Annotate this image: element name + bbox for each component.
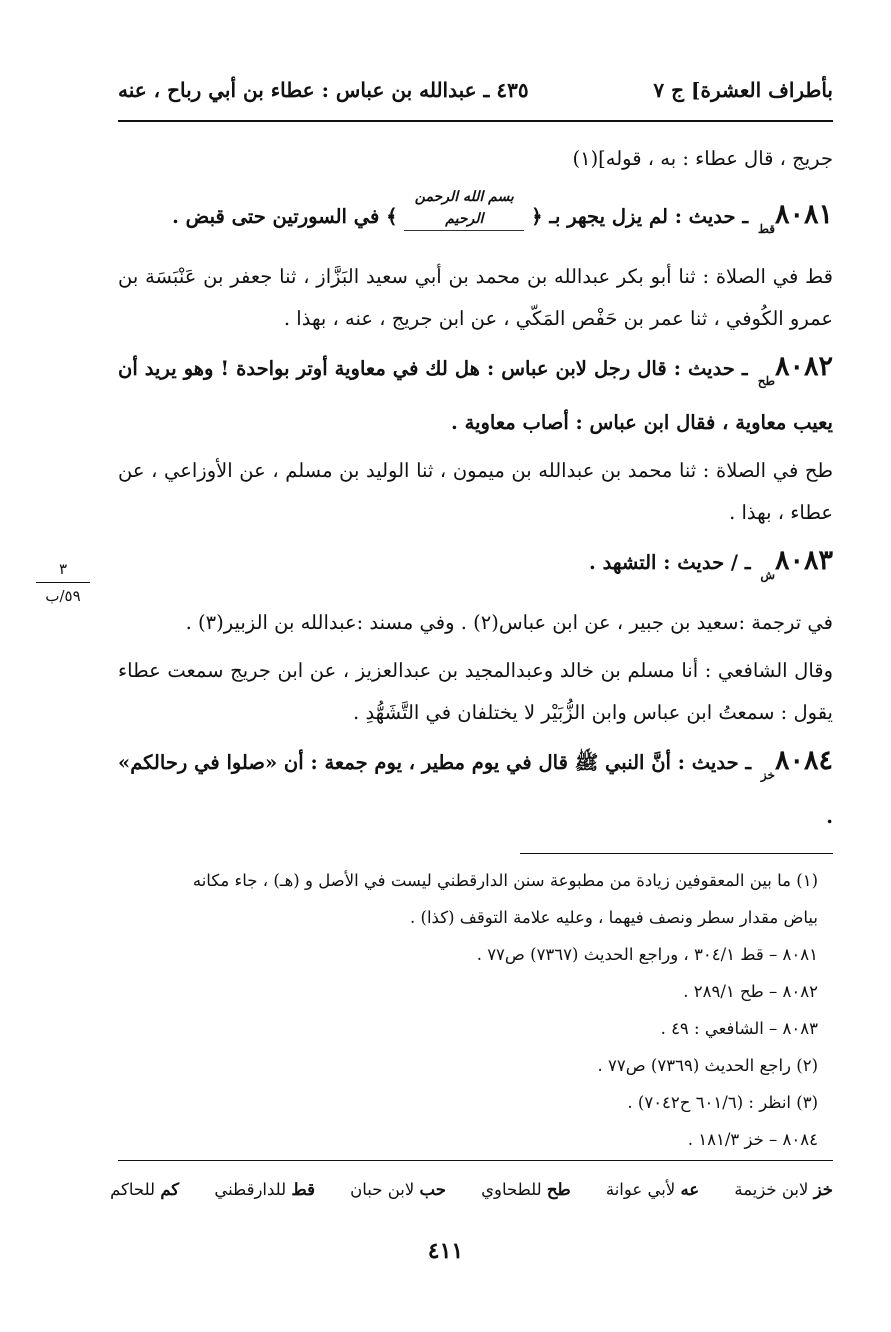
folio-bottom: ٥٩/ب: [45, 587, 81, 605]
footnote-line: ٨٠٨٣ – الشافعي : ٤٩ .: [660, 1019, 818, 1038]
header-chapter: ٤٣٥ ـ عبدالله بن عباس : عطاء بن أبي رباح ، عنه: [118, 78, 529, 102]
folio-top: ٣: [58, 560, 68, 578]
header-rule: [118, 120, 833, 122]
footnote-line: (١) ما بين المعقوفين زيادة من مطبوعة سنن الدارقطني ليست في الأصل و (هـ) ، جاء مكانه: [192, 871, 818, 890]
abbr-item: طح للطحاوي: [481, 1180, 571, 1199]
abbreviation-rule: [118, 1160, 833, 1161]
source-code: قط: [757, 222, 775, 236]
isnad-8083-b: وقال الشافعي : أنا مسلم بن خالد وعبدالمجيد بن عبدالعزيز ، عن ابن جريج سمعت عطاء يقول : سمعتُ ابن عباس وابن الزُّبَيْر لا يختلفان في التَّشَهُّدِ .: [118, 659, 833, 724]
hadith-text: ﴾ في السورتين حتى قبض .: [172, 205, 398, 228]
footnote-line: ٨٠٨١ – قط ٣٠٤/١ ، وراجع الحديث (٧٣٦٧) ص٧٧ .: [476, 945, 818, 964]
hadith-text: قال رجل لابن عباس : هل لك في معاوية أوتر بواحدة ! وهو يريد أن يعيب معاوية ، فقال ابن عباس : أصاب معاوية .: [118, 357, 833, 434]
hadith-number: ٨٠٨٤: [774, 745, 833, 776]
main-text: [118, 138, 833, 844]
hadith-text: لم يزل يجهر بـ ﴿: [531, 205, 668, 228]
footnote-line: ٨٠٨٤ – خز ١٨١/٣ .: [687, 1130, 818, 1149]
intro-line: جريج ، قال عطاء : به ، قوله](١): [572, 147, 833, 170]
isnad-8082: طح في الصلاة : ثنا محمد بن عبدالله بن ميمون ، ثنا الوليد بن مسلم ، عن الأوزاعي ، عن عطاء ، بهذا .: [118, 459, 833, 524]
hadith-8083: [118, 540, 833, 596]
footnote-line: (٣) انظر : (٦٠١/٦ ح٧٠٤٢) .: [627, 1093, 818, 1112]
footnote-rule: [520, 853, 833, 854]
page-number: ٤١١: [427, 1238, 464, 1264]
isnad-8083-a: في ترجمة :سعيد بن جبير ، عن ابن عباس(٢) . وفي مسند :عبدالله بن الزبير(٣) .: [185, 611, 833, 634]
hadith-8082: [118, 346, 833, 444]
abbr-item: حب لابن حبان: [350, 1180, 446, 1199]
footnote-line: (٢) راجع الحديث (٧٣٦٩) ص٧٧ .: [597, 1056, 818, 1075]
header-book-title: بأطراف العشرة] ج ٧: [653, 78, 833, 102]
abbr-item: قط للدارقطني: [214, 1180, 315, 1199]
hadith-text: التشهد .: [589, 551, 657, 574]
footnote-line: ٨٠٨٢ – طح ٢٨٩/١ .: [683, 982, 818, 1001]
basmala-calligraphy: بسم الله الرحمن الرحيم: [404, 186, 524, 231]
hadith-8084: [118, 740, 833, 838]
hadith-label: ـ حديث :: [673, 357, 748, 380]
hadith-label: ـ حديث :: [674, 205, 749, 228]
running-header: [118, 70, 833, 110]
footnote-line: بياض مقدار سطر ونصف فيهما ، وعليه علامة التوقف (كذا) .: [410, 908, 818, 927]
hadith-number: ٨٠٨١: [774, 199, 833, 230]
source-code: طح: [757, 374, 775, 388]
abbr-item: كم للحاكم: [110, 1180, 180, 1199]
abbr-item: عه لأبي عوانة: [605, 1180, 700, 1199]
hadith-label: ـ حديث :: [677, 751, 752, 774]
hadith-text: أنَّ النبي ﷺ قال في يوم مطير ، يوم جمعة : أن «صلوا في رحالكم» .: [118, 751, 833, 828]
source-code: خز: [760, 768, 775, 782]
hadith-8081: [118, 186, 833, 250]
abbreviation-key: [110, 1180, 833, 1199]
footnotes: [118, 862, 818, 1158]
hadith-number: ٨٠٨٢: [775, 351, 834, 382]
hadith-number: ٨٠٨٣: [774, 545, 833, 576]
isnad-8081: قط في الصلاة : ثنا أبو بكر عبدالله بن محمد بن أبي سعيد البَزَّاز ، ثنا جعفر بن عَنْبَسَة بن عمرو الكُوفي ، ثنا عمر بن حَفْص المَكّي ، عن ابن جريج ، عنه ، بهذا .: [118, 265, 833, 330]
source-code: ش: [760, 568, 775, 582]
folio-divider: [36, 582, 90, 583]
hadith-label: ـ / حديث :: [663, 551, 751, 574]
manuscript-folio-note: [28, 560, 98, 605]
abbr-item: خز لابن خزيمة: [734, 1180, 833, 1199]
